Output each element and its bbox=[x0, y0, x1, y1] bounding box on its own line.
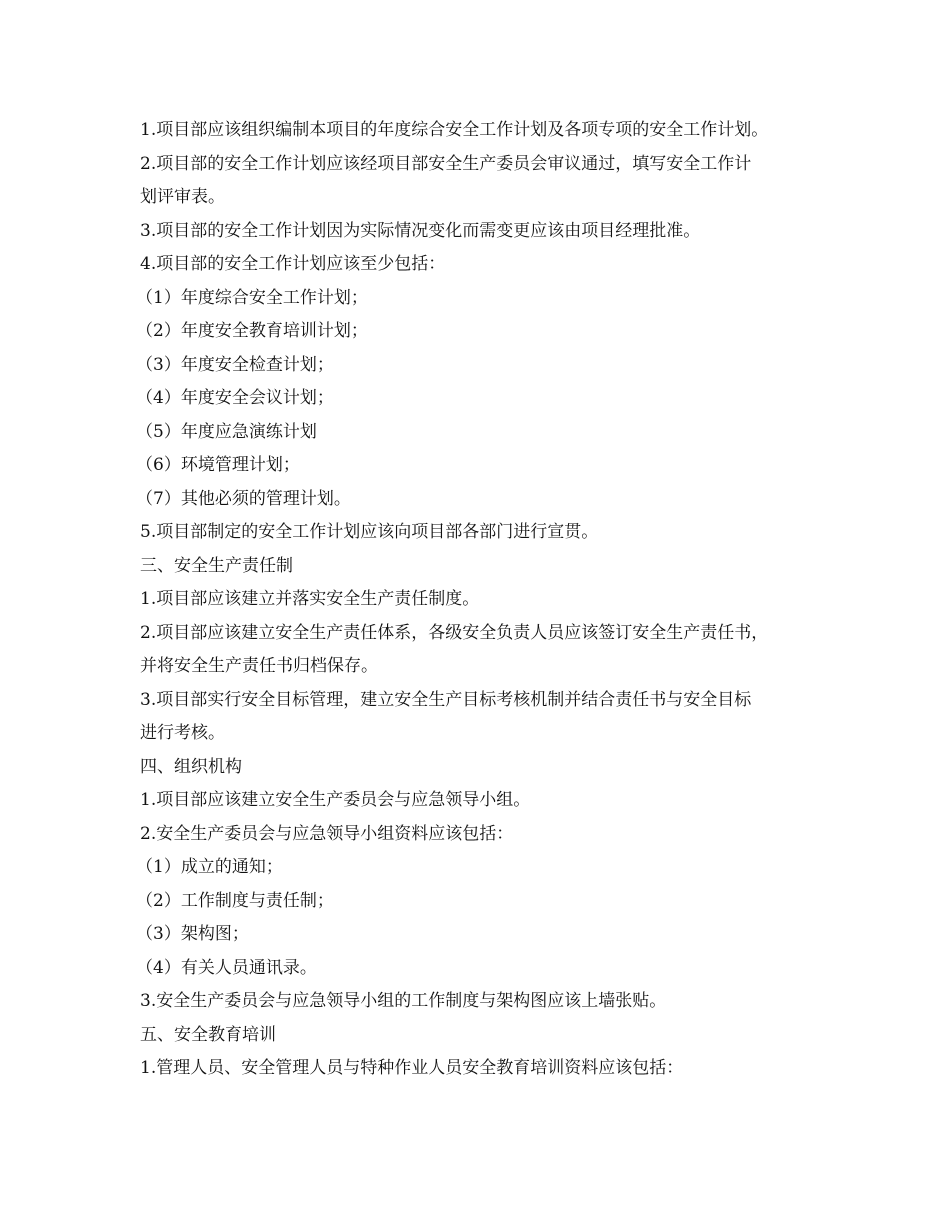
list-item: （1）年度综合安全工作计划； bbox=[136, 287, 368, 308]
paragraph-line: 3.项目部实行安全目标管理，建立安全生产目标考核机制并结合责任书与安全目标 bbox=[140, 689, 752, 710]
paragraph-line: 划评审表。 bbox=[140, 187, 225, 207]
list-item: （2）工作制度与责任制； bbox=[136, 890, 334, 911]
paragraph-line: 1.项目部应该建立并落实安全生产责任制度。 bbox=[140, 589, 480, 609]
list-item: （3）架构图； bbox=[136, 924, 249, 944]
paragraph-line: 1.项目部应该建立安全生产委员会与应急领导小组。 bbox=[140, 790, 531, 810]
section-heading: 四、组织机构 bbox=[140, 756, 242, 777]
list-item: （7）其他必须的管理计划。 bbox=[136, 488, 351, 509]
paragraph-line: 3.安全生产委员会与应急领导小组的工作制度与架构图应该上墙张贴。 bbox=[140, 991, 667, 1011]
paragraph-line: 1.管理人员、安全管理人员与特种作业人员安全教育培训资料应该包括： bbox=[140, 1058, 684, 1078]
paragraph-line: 并将安全生产责任书归档保存。 bbox=[140, 656, 378, 676]
paragraph-line: 2.项目部应该建立安全生产责任体系，各级安全负责人员应该签订安全生产责任书， bbox=[140, 622, 769, 643]
list-item: （2）年度安全教育培训计划； bbox=[136, 321, 368, 341]
paragraph-line: 2.项目部的安全工作计划应该经项目部安全生产委员会审议通过，填写安全工作计 bbox=[140, 153, 752, 174]
list-item: （1）成立的通知； bbox=[136, 857, 283, 877]
list-item: （4）有关人员通讯录。 bbox=[136, 957, 317, 978]
paragraph-line: 3.项目部的安全工作计划因为实际情况变化而需变更应该由项目经理批准。 bbox=[140, 220, 701, 241]
paragraph-line: 1.项目部应该组织编制本项目的年度综合安全工作计划及各项专项的安全工作计划。 bbox=[140, 120, 769, 140]
list-item: （5）年度应急演练计划 bbox=[136, 421, 317, 442]
paragraph-line: 进行考核。 bbox=[140, 723, 225, 743]
paragraph-line: 5.项目部制定的安全工作计划应该向项目部各部门进行宣贯。 bbox=[140, 522, 599, 542]
paragraph-line: 2.安全生产委员会与应急领导小组资料应该包括： bbox=[140, 823, 514, 844]
list-item: （4）年度安全会议计划； bbox=[136, 388, 334, 408]
list-item: （6）环境管理计划； bbox=[136, 455, 300, 475]
section-heading: 三、安全生产责任制 bbox=[140, 555, 293, 576]
list-item: （3）年度安全检查计划； bbox=[136, 354, 334, 375]
paragraph-line: 4.项目部的安全工作计划应该至少包括： bbox=[140, 254, 446, 274]
section-heading: 五、安全教育培训 bbox=[140, 1024, 276, 1045]
document-body bbox=[136, 114, 830, 1086]
